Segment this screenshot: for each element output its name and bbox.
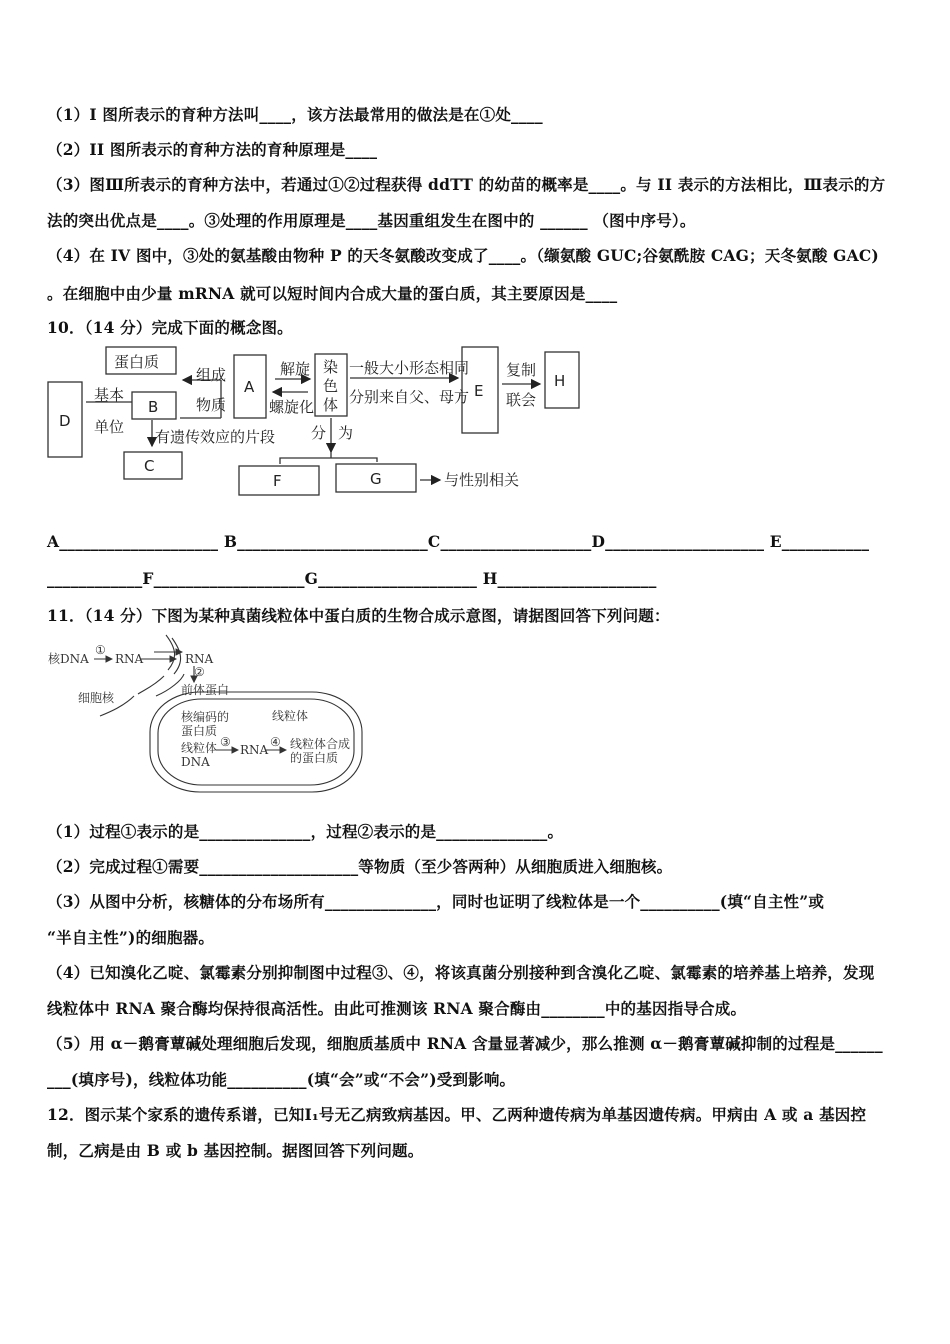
chromosome-char-3: 体 <box>323 396 339 414</box>
nucleus-label: 细胞核 <box>78 691 115 705</box>
rna-label-1: RNA <box>115 652 144 666</box>
chromosome-char-1: 染 <box>323 358 339 376</box>
mito-dna-label-1: 线粒体 <box>181 741 218 755</box>
divide-char-1: 分 <box>311 424 327 442</box>
q12-line-2: 制，乙病是由 B 或 b 基因控制。据图回答下列问题。 <box>47 1141 424 1160</box>
step-1-marker: ① <box>95 643 106 657</box>
q10-blanks-2: ____________F___________________G____________________ H____________________ <box>47 569 657 588</box>
material-label: 物质 <box>196 396 227 414</box>
step-4-marker: ④ <box>270 735 281 749</box>
basic-label: 基本 <box>94 386 125 404</box>
q11-line-1: （1）过程①表示的是______________，过程②表示的是______________。 <box>47 822 564 841</box>
label-H: H <box>554 372 566 390</box>
label-C: C <box>144 457 155 475</box>
uncoil-label: 解旋 <box>280 360 311 378</box>
q9-line-1: （1）I 图所表示的育种方法叫____，该方法最常用的做法是在①处____ <box>47 105 543 124</box>
gene-segment-label: 有遗传效应的片段 <box>155 428 276 446</box>
nuclear-protein-label-1: 核编码的 <box>181 710 230 724</box>
replicate-label: 复制 <box>506 361 537 379</box>
q11-line-2: （2）完成过程①需要____________________等物质（至少答两种）从细胞质进入细胞核。 <box>47 857 673 876</box>
mito-protein-label-1: 线粒体合成 <box>290 737 351 751</box>
q9-line-5: （4）在 IV 图中，③处的氨基酸由物种 P 的天冬氨酸改变成了____。（缬氨酸 GUC;谷氨酰胺 CAG；天冬氨酸 GAC) <box>47 246 879 265</box>
unit-label: 单位 <box>94 418 125 436</box>
step-3-marker: ③ <box>220 735 231 749</box>
q11-line-6: 线粒体中 RNA 聚合酶均保持很高活性。由此可推测该 RNA 聚合酶由________中的基因指导合成。 <box>47 999 747 1018</box>
q9-line-3: （3）图Ⅲ所表示的育种方法中，若通过①②过程获得 ddTT 的幼苗的概率是____。与 II 表示的方法相比，Ⅲ表示的方 <box>47 175 886 194</box>
q11-line-3: （3）从图中分析，核糖体的分布场所有______________，同时也证明了线粒体是一个__________(填“自主性”或 <box>47 892 825 911</box>
q11-title: 11．（14 分）下图为某种真菌线粒体中蛋白质的生物合成示意图，请据图回答下列问题： <box>47 606 670 625</box>
label-D: D <box>59 412 71 430</box>
q9-line-6: 。在细胞中由少量 mRNA 就可以短时间内合成大量的蛋白质，其主要原因是____ <box>47 284 618 303</box>
nuclear-protein-label-2: 蛋白质 <box>181 724 218 738</box>
coil-label: 螺旋化 <box>269 398 315 416</box>
composition-label: 组成 <box>196 366 227 384</box>
q9-line-2: （2）II 图所表示的育种方法的育种原理是____ <box>47 140 378 159</box>
q12-line-1: 12．图示某个家系的遗传系谱，已知Ⅰ₁号无乙病致病基因。甲、乙两种遗传病为单基因遗传病。甲病由 A 或 a 基因控 <box>47 1105 867 1124</box>
label-A: A <box>244 378 255 396</box>
label-G: G <box>370 470 382 488</box>
q11-line-8: ___(填序号)，线粒体功能__________(填“会”或“不会”)受到影响。 <box>47 1070 516 1089</box>
label-F: F <box>273 472 282 490</box>
mitochondria-diagram <box>44 630 374 800</box>
precursor-protein-label: 前体蛋白 <box>181 683 230 697</box>
mitochondrion-label: 线粒体 <box>272 709 309 723</box>
same-shape-label: 一般大小形态相同 <box>349 359 470 377</box>
q9-line-4: 法的突出优点是____。③处理的作用原理是____基因重组发生在图中的 ______ （图中序号）。 <box>47 211 696 230</box>
label-E: E <box>474 382 484 400</box>
rna-label-3: RNA <box>240 743 269 757</box>
sex-related-label: 与性别相关 <box>444 471 520 489</box>
nuclear-dna-label: 核DNA <box>48 652 89 666</box>
q11-line-7: （5）用 α－鹅膏蕈碱处理细胞后发现，细胞质基质中 RNA 含量显著减少，那么推测 α－鹅膏蕈碱抑制的过程是______ <box>47 1034 883 1053</box>
rna-label-2: RNA <box>185 652 214 666</box>
synapsis-label: 联会 <box>506 391 537 409</box>
step-2-marker: ② <box>194 665 205 679</box>
q10-title: 10．（14 分）完成下面的概念图。 <box>47 318 293 337</box>
label-B: B <box>148 398 159 416</box>
parents-label: 分别来自父、母方 <box>349 388 470 406</box>
concept-map <box>40 340 600 500</box>
q10-blanks-1: A____________________ B________________________C___________________D____________________ E___________ <box>47 532 870 551</box>
divide-char-2: 为 <box>338 424 354 442</box>
q11-line-4: “半自主性”)的细胞器。 <box>47 928 215 947</box>
mito-dna-label-2: DNA <box>181 755 210 769</box>
mito-protein-label-2: 的蛋白质 <box>290 751 339 765</box>
q11-line-5: （4）已知溴化乙啶、氯霉素分别抑制图中过程③、④，将该真菌分别接种到含溴化乙啶、氯霉素的培养基上培养，发现 <box>47 963 875 982</box>
protein-label: 蛋白质 <box>114 353 160 371</box>
chromosome-char-2: 色 <box>323 377 339 395</box>
